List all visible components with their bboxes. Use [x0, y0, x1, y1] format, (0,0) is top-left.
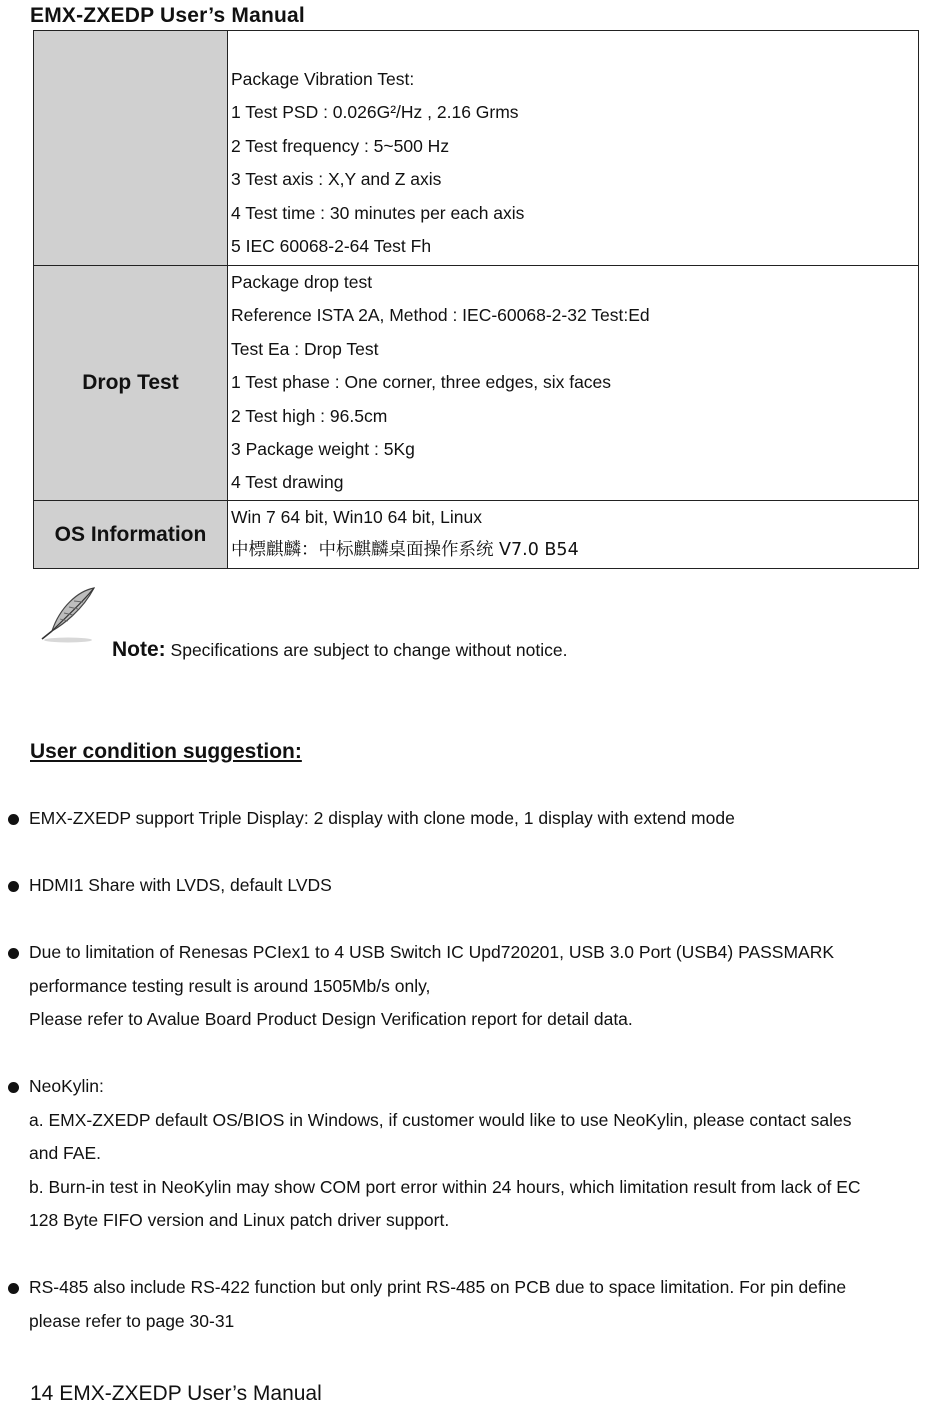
spec-line: Package Vibration Test:	[231, 69, 415, 89]
table-row	[34, 501, 919, 569]
spec-line: 3 Test axis : X,Y and Z axis	[231, 169, 442, 190]
feather-icon	[38, 585, 100, 645]
note	[112, 638, 567, 662]
spec-line: 2 Test frequency : 5~500 Hz	[231, 135, 450, 156]
table-row	[34, 31, 919, 266]
spec-line: 中標麒麟：中标麒麟桌面操作系统 V7.0 B54	[231, 540, 579, 561]
spec-line: Test Ea : Drop Test	[231, 338, 379, 359]
bullet-line: RS-485 also include RS-422 function but only print RS-485 on PCB due to space limitation. For pin define	[29, 1277, 847, 1297]
bullet-icon	[8, 1283, 19, 1294]
spec-line: 3 Package weight : 5Kg	[231, 439, 415, 460]
row-content	[228, 501, 919, 569]
spec-table	[33, 30, 919, 569]
row-label	[34, 31, 228, 266]
spec-line: Win 7 64 bit, Win10 64 bit, Linux	[231, 507, 482, 527]
spec-line: Reference ISTA 2A, Method : IEC-60068-2-32 Test:Ed	[231, 305, 650, 326]
note-label: Note:	[112, 638, 166, 661]
bullet-line: and FAE.	[29, 1143, 101, 1163]
spec-line: 1 Test phase : One corner, three edges, six faces	[231, 372, 612, 393]
table-row	[34, 266, 919, 501]
row-content	[228, 31, 919, 266]
list-item	[0, 869, 930, 903]
bullet-line: NeoKylin:	[29, 1076, 104, 1096]
list-item	[0, 936, 930, 1037]
spec-line: 4 Test time : 30 minutes per each axis	[231, 202, 525, 223]
bullet-line: EMX-ZXEDP support Triple Display: 2 display with clone mode, 1 display with extend mode	[29, 808, 735, 828]
bullet-line: Due to limitation of Renesas PCIex1 to 4 USB Switch IC Upd720201, USB 3.0 Port (USB4) PASSMARK	[29, 942, 835, 962]
bullet-line: 128 Byte FIFO version and Linux patch driver support.	[29, 1210, 450, 1230]
bullet-line: please refer to page 30-31	[29, 1310, 235, 1331]
bullet-icon	[8, 881, 19, 892]
spec-line: 2 Test high : 96.5cm	[231, 405, 388, 426]
page-header-title: EMX-ZXEDP User’s Manual	[30, 4, 305, 27]
bullet-line: Please refer to Avalue Board Product Design Verification report for detail data.	[29, 1009, 633, 1029]
bullet-icon	[8, 814, 19, 825]
spec-line: Package drop test	[231, 272, 373, 292]
bullet-line: a. EMX-ZXEDP default OS/BIOS in Windows, if customer would like to use NeoKylin, please contact sales	[29, 1109, 852, 1130]
bullet-icon	[8, 1082, 19, 1093]
bullet-icon	[8, 948, 19, 959]
spec-line: 4 Test drawing	[231, 472, 344, 493]
bullet-line: performance testing result is around 1505Mb/s only,	[29, 975, 431, 996]
bullet-line: b. Burn-in test in NeoKylin may show COM port error within 24 hours, which limitation result from lack of EC	[29, 1176, 861, 1197]
spec-line: 1 Test PSD : 0.026G²/Hz , 2.16 Grms	[231, 102, 519, 123]
row-label-drop-test: Drop Test	[34, 266, 228, 501]
list-item	[0, 1271, 930, 1338]
spec-line: 5 IEC 60068-2-64 Test Fh	[231, 236, 432, 257]
section-heading: User condition suggestion:	[30, 740, 302, 763]
page-footer: 14 EMX-ZXEDP User’s Manual	[30, 1382, 322, 1405]
list-item	[0, 1070, 930, 1238]
bullet-line: HDMI1 Share with LVDS, default LVDS	[29, 875, 332, 895]
row-content	[228, 266, 919, 501]
note-text: Specifications are subject to change without notice.	[165, 640, 568, 660]
list-item	[0, 802, 930, 836]
row-label-os-information: OS Information	[34, 501, 228, 569]
